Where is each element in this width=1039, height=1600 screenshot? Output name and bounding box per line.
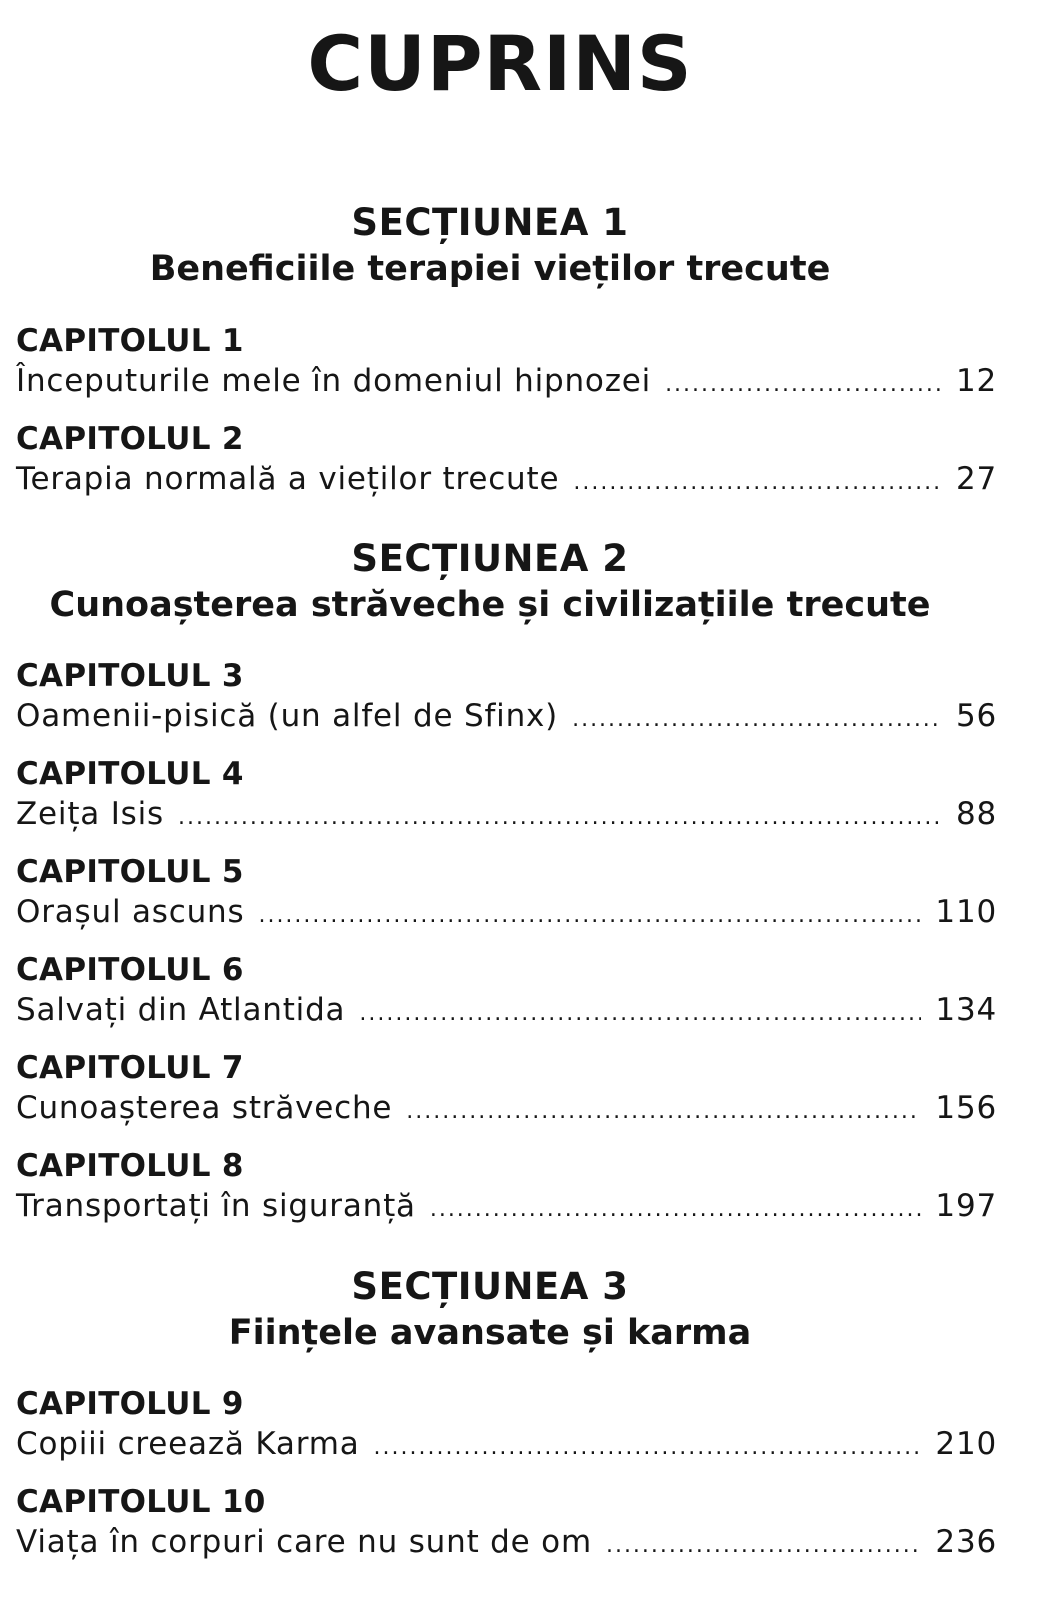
section-label: SECȚIUNEA 1 xyxy=(351,201,629,244)
chapter-title: Transportați în siguranță xyxy=(16,1188,416,1224)
toc-entry-chapter-7[interactable] xyxy=(16,1048,997,1132)
section-title: Beneficiile terapiei vieților trecute xyxy=(149,249,831,289)
chapter-title: Terapia normală a vieților trecute xyxy=(16,461,560,497)
page-number: 134 xyxy=(935,992,997,1028)
chapter-entry-line xyxy=(16,1088,997,1132)
toc-entry-chapter-2[interactable] xyxy=(16,419,997,503)
section-title: Ființele avansate și karma xyxy=(228,1313,752,1353)
toc-entry-chapter-1[interactable] xyxy=(16,321,997,405)
page-number: 110 xyxy=(935,894,997,930)
chapter-entry-line xyxy=(16,1424,997,1468)
section-heading-2 xyxy=(0,536,980,628)
chapter-title: Zeița Isis xyxy=(16,796,164,832)
chapter-entry-line xyxy=(16,1522,997,1566)
dot-leader xyxy=(359,994,921,1034)
toc-entry-chapter-3[interactable] xyxy=(16,656,997,740)
chapter-label: CAPITOLUL 2 xyxy=(16,421,244,457)
dot-leader xyxy=(178,798,942,838)
page-number: 210 xyxy=(935,1426,997,1462)
page-number: 156 xyxy=(935,1090,997,1126)
toc-entry-chapter-10[interactable] xyxy=(16,1482,997,1566)
toc-entry-chapter-4[interactable] xyxy=(16,754,997,838)
chapter-title: Viața în corpuri care nu sunt de om xyxy=(16,1524,592,1560)
toc-entry-chapter-9[interactable] xyxy=(16,1384,997,1468)
chapter-label: CAPITOLUL 5 xyxy=(16,854,244,890)
dot-leader xyxy=(573,463,942,503)
section-heading-1 xyxy=(0,200,980,292)
page-number: 236 xyxy=(935,1524,997,1560)
page-number: 12 xyxy=(955,363,997,399)
chapter-entry-line xyxy=(16,696,997,740)
chapter-label: CAPITOLUL 7 xyxy=(16,1050,244,1086)
page-number: 56 xyxy=(955,698,997,734)
section-label: SECȚIUNEA 2 xyxy=(351,537,629,580)
chapter-label: CAPITOLUL 9 xyxy=(16,1386,244,1422)
dot-leader xyxy=(374,1428,922,1468)
dot-leader xyxy=(430,1190,922,1230)
toc-entry-chapter-6[interactable] xyxy=(16,950,997,1034)
chapter-label: CAPITOLUL 1 xyxy=(16,323,244,359)
chapter-title: Orașul ascuns xyxy=(16,894,245,930)
chapter-label: CAPITOLUL 8 xyxy=(16,1148,244,1184)
chapter-title: Începuturile mele în domeniul hipnozei xyxy=(16,363,652,399)
chapter-entry-line xyxy=(16,892,997,936)
dot-leader xyxy=(406,1092,921,1132)
toc-entry-chapter-8[interactable] xyxy=(16,1146,997,1230)
chapter-entry-line xyxy=(16,990,997,1034)
page-number: 197 xyxy=(935,1188,997,1224)
chapter-title: Cunoașterea străveche xyxy=(16,1090,393,1126)
chapter-label: CAPITOLUL 3 xyxy=(16,658,244,694)
dot-leader xyxy=(606,1526,921,1566)
page-number: 88 xyxy=(955,796,997,832)
chapter-title: Oamenii-pisică (un alfel de Sfinx) xyxy=(16,698,559,734)
chapter-label: CAPITOLUL 4 xyxy=(16,756,244,792)
chapter-entry-line xyxy=(16,794,997,838)
page-number: 27 xyxy=(955,461,997,497)
chapter-title: Salvați din Atlantida xyxy=(16,992,346,1028)
section-heading-3 xyxy=(0,1264,980,1356)
dot-leader xyxy=(258,896,921,936)
section-label: SECȚIUNEA 3 xyxy=(351,1265,629,1308)
chapter-entry-line xyxy=(16,1186,997,1230)
chapter-entry-line xyxy=(16,361,997,405)
dot-leader xyxy=(665,365,942,405)
chapter-label: CAPITOLUL 6 xyxy=(16,952,244,988)
dot-leader xyxy=(572,700,942,740)
chapter-label: CAPITOLUL 10 xyxy=(16,1484,266,1520)
page-title: CUPRINS xyxy=(307,19,693,108)
toc-entry-chapter-5[interactable] xyxy=(16,852,997,936)
section-title: Cunoașterea străveche și civilizațiile trecute xyxy=(49,585,931,625)
chapter-entry-line xyxy=(16,459,997,503)
chapter-title: Copiii creează Karma xyxy=(16,1426,360,1462)
